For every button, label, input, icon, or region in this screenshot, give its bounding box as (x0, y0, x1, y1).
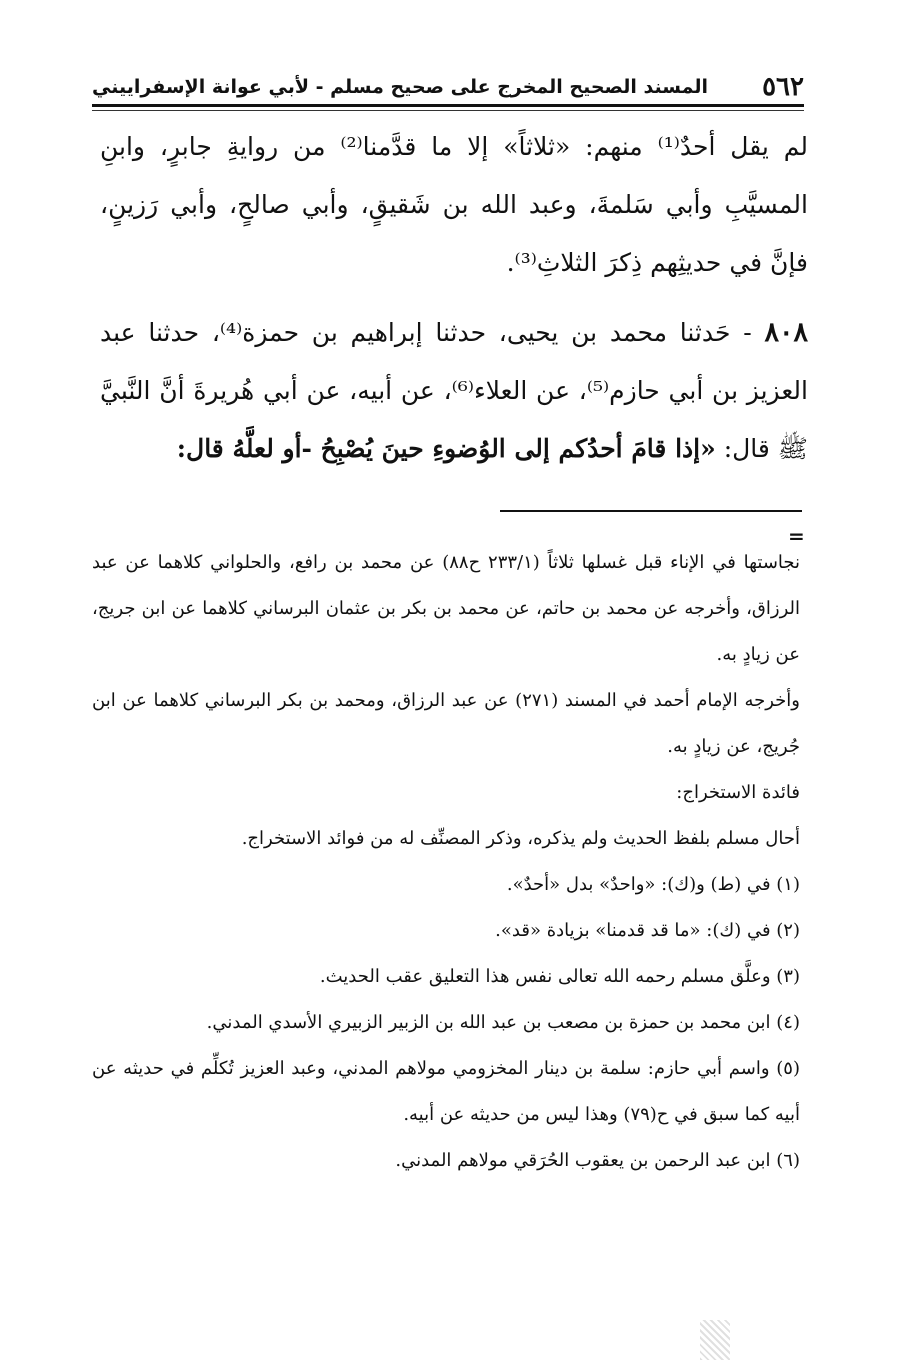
hadith-dash: - (730, 318, 752, 347)
scan-artifact (700, 1320, 730, 1360)
footnote-4: (٤) ابن محمد بن حمزة بن مصعب بن عبد الله بن الزبير الزبيري الأسدي المدني. (206, 1012, 800, 1033)
page-number: ٥٦٢ (762, 72, 804, 102)
footnote-3: (٣) وعلَّق مسلم رحمه الله تعالى نفس هذا التعليق عقب الحديث. (319, 966, 800, 987)
footnotes (92, 540, 800, 1184)
footnote-2: (٢) في (ك): «ما قد قدمنا» بزيادة «قد». (495, 920, 800, 941)
footnote-1: (١) في (ط) و(ك): «واحدٌ» بدل «أحدٌ». (506, 874, 800, 895)
running-title: المسند الصحيح المخرج على صحيح مسلم - لأبي عوانة الإسفراييني (92, 76, 708, 98)
footnote-continuation-mark: = (788, 524, 805, 548)
footnote-separator (500, 510, 802, 512)
hadith-chain: حَدثنا محمد بن يحيى، حدثنا إبراهيم بن حمزة⁽⁴⁾، حدثنا عبد العزيز بن أبي حازم⁽⁵⁾، عن العلاء⁽⁶⁾، عن أبيه، عن أبي هُريرةَ أنَّ النَّبيَّ ﷺ قال: (100, 318, 808, 463)
footnote-line: وأخرجه الإمام أحمد في المسند (٢٧١) عن عبد الرزاق، ومحمد بن بكر البرساني كلاهما عن ابن جُريج، عن زيادٍ به. (92, 690, 800, 757)
main-text (100, 118, 808, 490)
footnote-5: (٥) واسم أبي حازم: سلمة بن دينار المخزومي مولاهم المدني، وعبد العزيز تُكلِّم في حديثه عن أبيه كما سبق في ح(٧٩) وهذا ليس من حديثه عن أبيه. (92, 1058, 800, 1125)
hadith-quote: «إذا قامَ أحدُكم إلى الوُضوءِ حينَ يُصْبِحُ -أو لعلَّهُ قال: (176, 434, 716, 463)
paragraph-1: لم يقل أحدٌ⁽¹⁾ منهم: «ثلاثاً» إلا ما قدَّمنا⁽²⁾ من روايةِ جابرٍ، وابنِ المسيَّبِ وأبي سَلمةَ، وعبد الله بن شَقيقٍ، وأبي صالحٍ، وأبي رَزينٍ، فإنَّ في حديثِهم ذِكرَ الثلاثِ⁽³⁾. (100, 132, 808, 277)
footnote-line: فائدة الاستخراج: (676, 782, 800, 803)
footnote-6: (٦) ابن عبد الرحمن بن يعقوب الحُرَقي مولاهم المدني. (395, 1150, 800, 1171)
header-rule (92, 104, 804, 107)
page-header (92, 70, 804, 104)
hadith-number: ٨٠٨ (764, 317, 808, 348)
header-rule-thin (92, 110, 804, 111)
paragraph-2 (100, 304, 808, 478)
footnote-line: أحال مسلم بلفظ الحديث ولم يذكره، وذكر المصنِّف له من فوائد الاستخراج. (241, 828, 800, 849)
footnote-line: نجاستها في الإناء قبل غسلها ثلاثاً (٢٣٣/١ ح٨٨) عن محمد بن رافع، والحلواني كلاهما عن عبد الرزاق، وأخرجه عن محمد بن حاتم، عن محمد بن بكر بن عثمان البرساني كلاهما عن ابن جريج، عن زيادٍ به. (92, 552, 801, 665)
